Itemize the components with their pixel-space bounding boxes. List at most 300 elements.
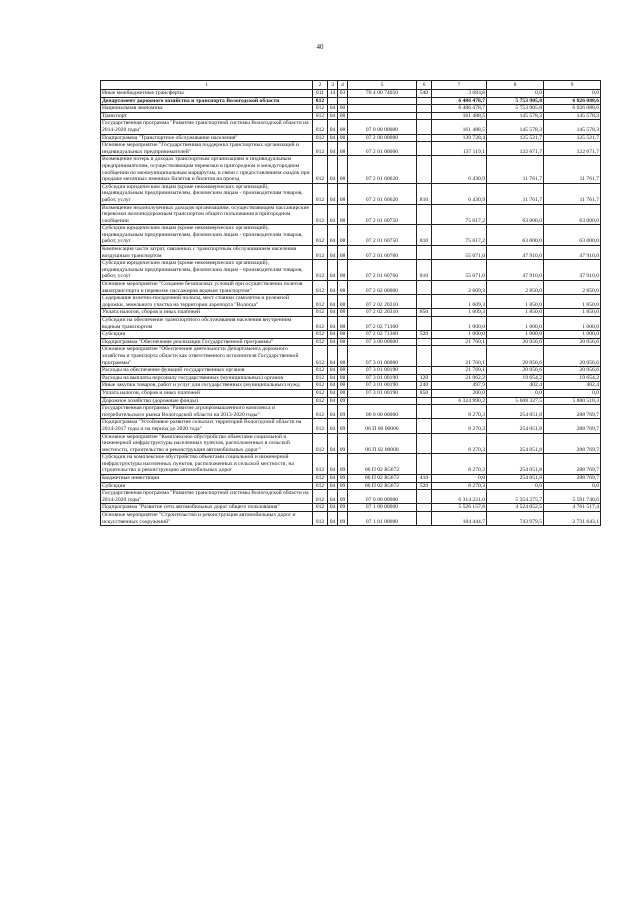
ministry-code-cell: 012 — [313, 338, 328, 346]
section-code-cell: 04 — [328, 120, 338, 134]
header-cell: 9 — [544, 81, 601, 90]
ministry-code-cell: 012 — [313, 382, 328, 390]
amount-col8-cell: 47 910,0 — [487, 260, 544, 281]
section-code-cell: 04 — [328, 225, 338, 246]
section-code-cell: 04 — [328, 382, 338, 390]
subsection-code-cell: 08 — [338, 382, 348, 390]
amount-col7-cell: 3 683,8 — [432, 90, 487, 98]
header-cell: 3 — [328, 81, 338, 90]
amount-col8-cell: 63 000,0 — [487, 204, 544, 225]
amount-col8-cell: 254 051,8 — [487, 405, 544, 419]
target-article-cell: 07 2 01 60760 — [348, 260, 417, 281]
table-row — [101, 246, 601, 260]
amount-col8-cell: 1 000,0 — [487, 331, 544, 339]
subsection-code-cell: 08 — [338, 367, 348, 375]
amount-col9-cell: 47 910,0 — [544, 260, 601, 281]
item-name-cell: Подпрограмма "Транспортное обслуживание населения" — [101, 134, 313, 142]
subsection-code-cell: 09 — [338, 454, 348, 475]
amount-col9-cell: 6 026 088,6 — [544, 97, 601, 105]
amount-col7-cell: 161 488,5 — [432, 112, 487, 120]
amount-col7-cell: 2 609,3 — [432, 281, 487, 295]
ministry-code-cell: 012 — [313, 120, 328, 134]
amount-col8-cell: 5 608 327,5 — [487, 397, 544, 405]
amount-col8-cell: 743 979,5 — [487, 512, 544, 526]
header-cell: 7 — [432, 81, 487, 90]
section-code-cell: 04 — [328, 295, 338, 309]
table-row — [101, 367, 601, 375]
subsection-code-cell: 00 — [338, 105, 348, 113]
amount-col9-cell: 122 671,7 — [544, 142, 601, 156]
item-name-cell: Субсидии — [101, 331, 313, 339]
item-name-cell: Субсидии юридическим лицам (кроме некоммерческих организаций), индивидуальным предпринимателям, физическим лицам - производителям товаров, работ, услуг — [101, 183, 313, 204]
subsection-code-cell: 08 — [338, 183, 348, 204]
table-row — [101, 419, 601, 433]
expense-type-cell: 520 — [417, 482, 432, 490]
section-code-cell: 04 — [328, 433, 338, 454]
target-article-cell: 06 П 02 R5672 — [348, 482, 417, 490]
section-code-cell: 04 — [328, 490, 338, 504]
amount-col8-cell: 145 578,3 — [487, 120, 544, 134]
amount-col9-cell: 47 910,0 — [544, 246, 601, 260]
item-name-cell: Подпрограмма "Устойчивое развитие сельских территорий Вологодской области на 2014-2017 годы и на период до 2020 года" — [101, 419, 313, 433]
subsection-code-cell: 08 — [338, 120, 348, 134]
amount-col7-cell: 55 071,0 — [432, 260, 487, 281]
section-code-cell: 04 — [328, 346, 338, 367]
item-name-cell: Подпрограмма "Развитие сети автомобильных дорог общего пользования" — [101, 504, 313, 512]
section-code-cell: 04 — [328, 397, 338, 405]
amount-col9-cell: 5 880 510,3 — [544, 397, 601, 405]
expense-type-cell — [417, 317, 432, 331]
expense-type-cell — [417, 204, 432, 225]
subsection-code-cell: 08 — [338, 374, 348, 382]
ministry-code-cell: 012 — [313, 204, 328, 225]
ministry-code-cell: 011 — [313, 90, 328, 98]
target-article-cell: 07 3 01 00000 — [348, 346, 417, 367]
amount-col8-cell: 20 056,6 — [487, 367, 544, 375]
subsection-code-cell: 08 — [338, 156, 348, 183]
table-row — [101, 309, 601, 317]
subsection-code-cell: 08 — [338, 134, 348, 142]
table-row — [101, 204, 601, 225]
header-cell: 8 — [487, 81, 544, 90]
amount-col9-cell: 125 521,7 — [544, 134, 601, 142]
item-name-cell: Основное мероприятие "Обеспечение деятельности Департамента дорожного хозяйства и транспорта области как ответственного исполнителя Государственной программы" — [101, 346, 313, 367]
amount-col7-cell: 6 486 478,7 — [432, 97, 487, 105]
target-article-cell: 07 3 01 00190 — [348, 374, 417, 382]
amount-col8-cell: 1 850,0 — [487, 309, 544, 317]
subsection-code-cell: 08 — [338, 295, 348, 309]
amount-col7-cell: 200,0 — [432, 389, 487, 397]
table-row — [101, 397, 601, 405]
section-code-cell: 04 — [328, 454, 338, 475]
amount-col8-cell: 5 753 905,8 — [487, 105, 544, 113]
item-name-cell: Компенсация части затрат, связанных с транспортным обслуживанием населения воздушным транспортом — [101, 246, 313, 260]
table-body — [101, 90, 601, 526]
amount-col9-cell: 1 000,0 — [544, 331, 601, 339]
section-code-cell: 04 — [328, 281, 338, 295]
table-row — [101, 454, 601, 475]
section-code-cell: 04 — [328, 475, 338, 483]
budget-table — [100, 80, 601, 526]
section-code-cell: 04 — [328, 156, 338, 183]
subsection-code-cell: 08 — [338, 346, 348, 367]
ministry-code-cell: 012 — [313, 367, 328, 375]
target-article-cell — [348, 97, 417, 105]
table-row — [101, 346, 601, 367]
amount-col8-cell: 0,0 — [487, 482, 544, 490]
item-name-cell: Уплата налогов, сборов и иных платежей — [101, 309, 313, 317]
item-name-cell: Государственная программа "Развитие транспортной системы Вологодской области на 2014-2020 годы" — [101, 490, 313, 504]
subsection-code-cell: 09 — [338, 433, 348, 454]
expense-type-cell — [417, 490, 432, 504]
ministry-code-cell: 012 — [313, 134, 328, 142]
item-name-cell: Иные закупки товаров, работ и услуг для государственных (муниципальных) нужд — [101, 382, 313, 390]
amount-col7-cell: 5 526 157,8 — [432, 504, 487, 512]
amount-col8-cell: 20 056,6 — [487, 338, 544, 346]
section-code-cell: 04 — [328, 419, 338, 433]
ministry-code-cell: 012 — [313, 475, 328, 483]
amount-col7-cell: 21 760,1 — [432, 338, 487, 346]
amount-col7-cell: 0,0 — [432, 475, 487, 483]
subsection-code-cell: 08 — [338, 225, 348, 246]
amount-col9-cell: 288 769,7 — [544, 405, 601, 419]
amount-col8-cell: 125 521,7 — [487, 134, 544, 142]
item-name-cell: Государственная программа "Развитие транспортной системы Вологодской области на 2014-2020 годы" — [101, 120, 313, 134]
section-code-cell: 04 — [328, 504, 338, 512]
table-row — [101, 183, 601, 204]
target-article-cell: 07 2 02 71300 — [348, 331, 417, 339]
item-name-cell: Департамент дорожного хозяйства и транспорта Вологодской области — [101, 97, 313, 105]
item-name-cell: Субсидии на обеспечение транспортного обслуживания населения внутренним водным транспортом — [101, 317, 313, 331]
subsection-code-cell: 08 — [338, 331, 348, 339]
amount-col9-cell: 288 769,7 — [544, 454, 601, 475]
ministry-code-cell: 012 — [313, 482, 328, 490]
subsection-code-cell: 08 — [338, 260, 348, 281]
section-code-cell: 04 — [328, 142, 338, 156]
target-article-cell: 07 2 01 60620 — [348, 156, 417, 183]
amount-col7-cell: 55 071,0 — [432, 246, 487, 260]
ministry-code-cell: 012 — [313, 331, 328, 339]
amount-col8-cell: 254 051,8 — [487, 433, 544, 454]
subsection-code-cell: 09 — [338, 512, 348, 526]
subsection-code-cell: 08 — [338, 112, 348, 120]
target-article-cell: 07 2 01 60750 — [348, 204, 417, 225]
expense-type-cell — [417, 454, 432, 475]
expense-type-cell: 520 — [417, 331, 432, 339]
item-name-cell: Основное мероприятие "Комплексное обустройство объектами социальной и инженерной инфраструктуры населенных пунктов, расположенных в сельской местности, строительство и реконструкция автомобильных дорог" — [101, 433, 313, 454]
ministry-code-cell: 012 — [313, 183, 328, 204]
section-code-cell: 04 — [328, 367, 338, 375]
subsection-code-cell: 08 — [338, 309, 348, 317]
section-code-cell: 04 — [328, 512, 338, 526]
amount-col7-cell: 6 314 221,0 — [432, 490, 487, 504]
expense-type-cell — [417, 112, 432, 120]
amount-col9-cell: 1 850,0 — [544, 309, 601, 317]
section-code-cell: 04 — [328, 246, 338, 260]
amount-col7-cell: 6 430,9 — [432, 183, 487, 204]
header-cell: 5 — [348, 81, 417, 90]
expense-type-cell — [417, 120, 432, 134]
table-row — [101, 97, 601, 105]
amount-col9-cell: 2 850,0 — [544, 281, 601, 295]
amount-col9-cell: 20 056,6 — [544, 338, 601, 346]
table-row — [101, 295, 601, 309]
amount-col7-cell: 75 617,2 — [432, 225, 487, 246]
expense-type-cell: 810 — [417, 260, 432, 281]
target-article-cell: 07 2 01 60760 — [348, 246, 417, 260]
amount-col7-cell: 161 488,5 — [432, 120, 487, 134]
item-name-cell: Бюджетные инвестиции — [101, 475, 313, 483]
amount-col9-cell: 402,4 — [544, 382, 601, 390]
amount-col9-cell: 288 769,7 — [544, 433, 601, 454]
table-row — [101, 374, 601, 382]
table-row — [101, 225, 601, 246]
subsection-code-cell: 09 — [338, 405, 348, 419]
section-code-cell: 14 — [328, 90, 338, 98]
amount-col7-cell: 6 430,9 — [432, 156, 487, 183]
item-name-cell: Национальная экономика — [101, 105, 313, 113]
item-name-cell: Возмещение потерь в доходах транспортным организациям и индивидуальным предпринимателям, осуществляющим перевозки в пригородном и междугородном сообщении по межмуниципальным маршрутам, в связи с предоставлением скидок при продаже месячных именных билетов и билетов на проезд — [101, 156, 313, 183]
table-row — [101, 156, 601, 183]
item-name-cell: Субсидии юридическим лицам (кроме некоммерческих организаций), индивидуальным предпринимателям, физическим лицам - производителям товаров, работ, услуг — [101, 260, 313, 281]
ministry-code-cell: 012 — [313, 225, 328, 246]
section-code-cell: 04 — [328, 405, 338, 419]
table-row — [101, 90, 601, 98]
amount-col8-cell: 4 524 052,5 — [487, 504, 544, 512]
amount-col7-cell: 184 444,7 — [432, 512, 487, 526]
item-name-cell: Основное мероприятие "Строительство и реконструкция автомобильных дорог и искусственных сооружений" — [101, 512, 313, 526]
expense-type-cell — [417, 246, 432, 260]
amount-col8-cell: 402,4 — [487, 382, 544, 390]
item-name-cell: Содержание взлетно-посадочной полосы, мест стоянки самолетов и рулежной дорожки, земельного участка на территории аэропорта "Вологда" — [101, 295, 313, 309]
amount-col7-cell: 6 324 990,2 — [432, 397, 487, 405]
target-article-cell: 07 1 01 00000 — [348, 512, 417, 526]
expense-type-cell — [417, 419, 432, 433]
amount-col9-cell: 2 731 643,1 — [544, 512, 601, 526]
target-article-cell: 06 П 02 R5672 — [348, 454, 417, 475]
section-code-cell: 04 — [328, 105, 338, 113]
subsection-code-cell: 08 — [338, 204, 348, 225]
expense-type-cell: 850 — [417, 389, 432, 397]
amount-col8-cell: 2 850,0 — [487, 281, 544, 295]
amount-col8-cell: 11 761,7 — [487, 156, 544, 183]
amount-col9-cell: 1 000,0 — [544, 317, 601, 331]
amount-col8-cell: 254 051,8 — [487, 419, 544, 433]
amount-col7-cell: 497,9 — [432, 382, 487, 390]
amount-col8-cell: 254 051,8 — [487, 475, 544, 483]
page-number: 40 — [316, 43, 324, 51]
section-code-cell: 04 — [328, 317, 338, 331]
expense-type-cell — [417, 295, 432, 309]
item-name-cell: Государственная программа "Развитие агропромышленного комплекса и потребительского рынка Вологодской области на 2013-2020 годы" — [101, 405, 313, 419]
subsection-code-cell: 08 — [338, 142, 348, 156]
target-article-cell: 06 П 02 R5672 — [348, 475, 417, 483]
expense-type-cell — [417, 281, 432, 295]
section-code-cell: 04 — [328, 183, 338, 204]
table-row — [101, 134, 601, 142]
target-article-cell: 06 0 00 00000 — [348, 405, 417, 419]
ministry-code-cell: 012 — [313, 317, 328, 331]
amount-col9-cell: 63 000,0 — [544, 225, 601, 246]
target-article-cell: 70 4 00 74050 — [348, 90, 417, 98]
item-name-cell: Субсидии юридическим лицам (кроме некоммерческих организаций), индивидуальным предпринимателям, физическим лицам - производителям товаров, работ, услуг — [101, 225, 313, 246]
ministry-code-cell: 012 — [313, 309, 328, 317]
target-article-cell: 07 2 00 00000 — [348, 134, 417, 142]
amount-col8-cell: 0,0 — [487, 389, 544, 397]
target-article-cell: 07 0 00 00000 — [348, 120, 417, 134]
amount-col9-cell: 145 578,3 — [544, 120, 601, 134]
expense-type-cell: 850 — [417, 309, 432, 317]
amount-col8-cell: 5 354 275,7 — [487, 490, 544, 504]
ministry-code-cell: 012 — [313, 142, 328, 156]
amount-col8-cell: 63 000,0 — [487, 225, 544, 246]
expense-type-cell: 120 — [417, 374, 432, 382]
item-name-cell: Транспорт — [101, 112, 313, 120]
subsection-code-cell — [338, 97, 348, 105]
amount-col9-cell: 145 578,3 — [544, 112, 601, 120]
target-article-cell: 07 2 01 00000 — [348, 142, 417, 156]
ministry-code-cell: 012 — [313, 454, 328, 475]
expense-type-cell — [417, 338, 432, 346]
amount-col7-cell: 8 270,3 — [432, 405, 487, 419]
target-article-cell — [348, 397, 417, 405]
amount-col9-cell: 63 000,0 — [544, 204, 601, 225]
table-row — [101, 382, 601, 390]
expense-type-cell: 810 — [417, 183, 432, 204]
target-article-cell: 07 2 01 60620 — [348, 183, 417, 204]
table-row — [101, 504, 601, 512]
amount-col7-cell: 21 062,2 — [432, 374, 487, 382]
item-name-cell: Уплата налогов, сборов и иных платежей — [101, 389, 313, 397]
target-article-cell: 06 П 00 00000 — [348, 419, 417, 433]
section-code-cell: 04 — [328, 338, 338, 346]
table-row — [101, 389, 601, 397]
amount-col9-cell: 5 591 740,6 — [544, 490, 601, 504]
target-article-cell: 07 2 02 20310 — [348, 309, 417, 317]
expense-type-cell — [417, 367, 432, 375]
table-row — [101, 142, 601, 156]
section-code-cell: 04 — [328, 389, 338, 397]
amount-col7-cell: 1 609,3 — [432, 295, 487, 309]
item-name-cell: Субсидии на комплексное обустройство объектами социальной и инженерной инфраструктуры населенных пунктов, расположенных в сельской местности, на строительство и реконструкцию автомобильных дорог — [101, 454, 313, 475]
amount-col7-cell: 1 000,0 — [432, 331, 487, 339]
ministry-code-cell: 012 — [313, 295, 328, 309]
expense-type-cell: 410 — [417, 475, 432, 483]
amount-col9-cell: 4 761 517,4 — [544, 504, 601, 512]
section-code-cell: 04 — [328, 309, 338, 317]
item-name-cell: Основное мероприятие "Государственная поддержка транспортных организаций и индивидуальных предпринимателей" — [101, 142, 313, 156]
expense-type-cell — [417, 97, 432, 105]
amount-col9-cell: 0,0 — [544, 90, 601, 98]
target-article-cell: 07 3 00 00000 — [348, 338, 417, 346]
amount-col8-cell: 0,0 — [487, 90, 544, 98]
amount-col8-cell: 5 753 905,8 — [487, 97, 544, 105]
amount-col9-cell: 19 654,2 — [544, 374, 601, 382]
table-row — [101, 475, 601, 483]
amount-col8-cell: 145 578,3 — [487, 112, 544, 120]
amount-col9-cell: 0,0 — [544, 482, 601, 490]
amount-col7-cell: 21 760,1 — [432, 367, 487, 375]
amount-col8-cell: 1 850,0 — [487, 295, 544, 309]
table-row — [101, 120, 601, 134]
expense-type-cell — [417, 105, 432, 113]
expense-type-cell — [417, 142, 432, 156]
subsection-code-cell: 09 — [338, 419, 348, 433]
ministry-code-cell: 012 — [313, 246, 328, 260]
expense-type-cell — [417, 512, 432, 526]
amount-col8-cell: 47 910,0 — [487, 246, 544, 260]
subsection-code-cell: 09 — [338, 504, 348, 512]
section-code-cell: 04 — [328, 112, 338, 120]
item-name-cell: Основное мероприятие "Создание безопасных условий при осуществлении полетов авиатранспорта и перевозке пассажиров водным транспортом" — [101, 281, 313, 295]
target-article-cell: 06 П 02 00000 — [348, 433, 417, 454]
target-article-cell — [348, 105, 417, 113]
target-article-cell: 07 1 00 00000 — [348, 504, 417, 512]
amount-col8-cell: 254 051,8 — [487, 454, 544, 475]
amount-col7-cell: 8 270,3 — [432, 419, 487, 433]
expense-type-cell: 540 — [417, 90, 432, 98]
expense-type-cell — [417, 504, 432, 512]
target-article-cell: 07 2 02 71300 — [348, 317, 417, 331]
section-code-cell — [328, 97, 338, 105]
expense-type-cell: 810 — [417, 225, 432, 246]
amount-col7-cell: 21 760,1 — [432, 346, 487, 367]
table-row — [101, 482, 601, 490]
subsection-code-cell: 09 — [338, 482, 348, 490]
amount-col8-cell: 11 761,7 — [487, 183, 544, 204]
subsection-code-cell: 09 — [338, 397, 348, 405]
amount-col9-cell: 6 026 088,6 — [544, 105, 601, 113]
table-row — [101, 433, 601, 454]
ministry-code-cell: 012 — [313, 405, 328, 419]
table-row — [101, 405, 601, 419]
table-row — [101, 490, 601, 504]
header-cell: 6 — [417, 81, 432, 90]
ministry-code-cell: 012 — [313, 281, 328, 295]
subsection-code-cell: 09 — [338, 475, 348, 483]
table-row — [101, 338, 601, 346]
table-row — [101, 317, 601, 331]
subsection-code-cell: 08 — [338, 246, 348, 260]
header-cell: 1 — [101, 81, 313, 90]
ministry-code-cell: 012 — [313, 419, 328, 433]
header-cell: 4 — [338, 81, 348, 90]
expense-type-cell — [417, 156, 432, 183]
section-code-cell: 04 — [328, 134, 338, 142]
ministry-code-cell: 012 — [313, 512, 328, 526]
expense-type-cell: 240 — [417, 382, 432, 390]
table-row — [101, 281, 601, 295]
amount-col7-cell: 8 270,3 — [432, 482, 487, 490]
amount-col9-cell: 11 761,7 — [544, 156, 601, 183]
header-cell: 2 — [313, 81, 328, 90]
amount-col9-cell: 0,0 — [544, 389, 601, 397]
ministry-code-cell: 012 — [313, 504, 328, 512]
amount-col9-cell: 288 769,7 — [544, 475, 601, 483]
amount-col7-cell: 137 119,1 — [432, 142, 487, 156]
amount-col7-cell: 139 728,4 — [432, 134, 487, 142]
subsection-code-cell: 08 — [338, 281, 348, 295]
amount-col8-cell: 19 654,2 — [487, 374, 544, 382]
target-article-cell: 07 0 00 00000 — [348, 490, 417, 504]
amount-col9-cell: 20 056,6 — [544, 346, 601, 367]
ministry-code-cell: 012 — [313, 490, 328, 504]
target-article-cell: 07 2 02 00000 — [348, 281, 417, 295]
amount-col9-cell: 20 056,6 — [544, 367, 601, 375]
ministry-code-cell: 012 — [313, 433, 328, 454]
item-name-cell: Расходы на обеспечение функций государственных органов — [101, 367, 313, 375]
subsection-code-cell: 03 — [338, 90, 348, 98]
